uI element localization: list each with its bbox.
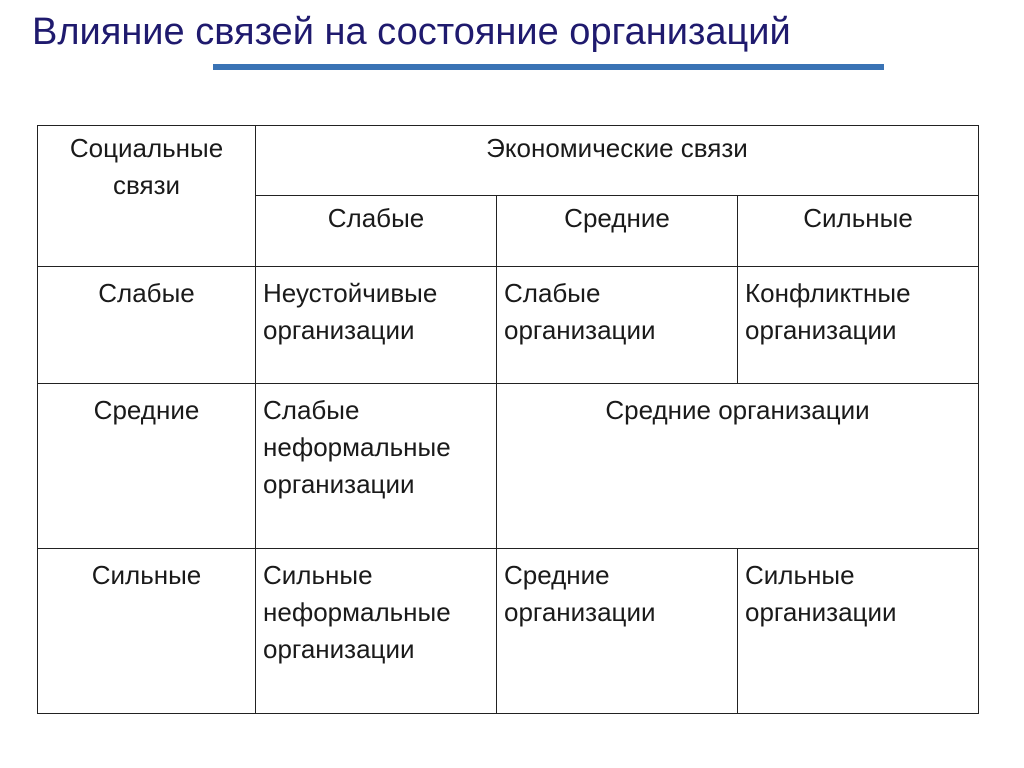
table-cell [497, 549, 738, 714]
table-cell-merged [497, 384, 979, 549]
table-cell [256, 384, 497, 549]
cell-line: Сильные [263, 560, 373, 590]
row-label-medium: Средние [38, 384, 256, 549]
cell-line: организации [745, 315, 897, 345]
cell-line: Конфликтные [745, 278, 911, 308]
cell-line: организации [263, 634, 415, 664]
cell-line: Средние организации [605, 395, 870, 425]
cell-line: организации [745, 597, 897, 627]
cell-line: Слабые [504, 278, 601, 308]
row-label-weak: Слабые [38, 267, 256, 384]
cell-line: организации [504, 597, 656, 627]
slide-title: Влияние связей на состояние организаций [32, 11, 791, 53]
table-header-row [38, 126, 979, 196]
cell-line: Средние [504, 560, 610, 590]
cell-line: организации [504, 315, 656, 345]
social-links-header [38, 126, 256, 267]
title-underline [213, 64, 884, 70]
table-cell [497, 267, 738, 384]
table-cell [256, 267, 497, 384]
economic-links-header: Экономические связи [256, 126, 979, 196]
cell-line: неформальные [263, 597, 451, 627]
header-line: связи [112, 170, 181, 200]
table-row [38, 267, 979, 384]
cell-line: организации [263, 469, 415, 499]
cell-line: Слабые [263, 395, 360, 425]
cell-line: Сильные [745, 560, 855, 590]
header-line: Социальные [69, 133, 224, 163]
cell-line: неформальные [263, 432, 451, 462]
table-cell [738, 549, 979, 714]
table-row [38, 384, 979, 549]
cell-line: организации [263, 315, 415, 345]
column-header-weak: Слабые [256, 196, 497, 267]
row-label-strong: Сильные [38, 549, 256, 714]
column-header-medium: Средние [497, 196, 738, 267]
column-header-strong: Сильные [738, 196, 979, 267]
table-cell [738, 267, 979, 384]
organizations-matrix-table [37, 125, 979, 714]
cell-line: Неустойчивые [263, 278, 438, 308]
table-cell [256, 549, 497, 714]
table-row [38, 549, 979, 714]
